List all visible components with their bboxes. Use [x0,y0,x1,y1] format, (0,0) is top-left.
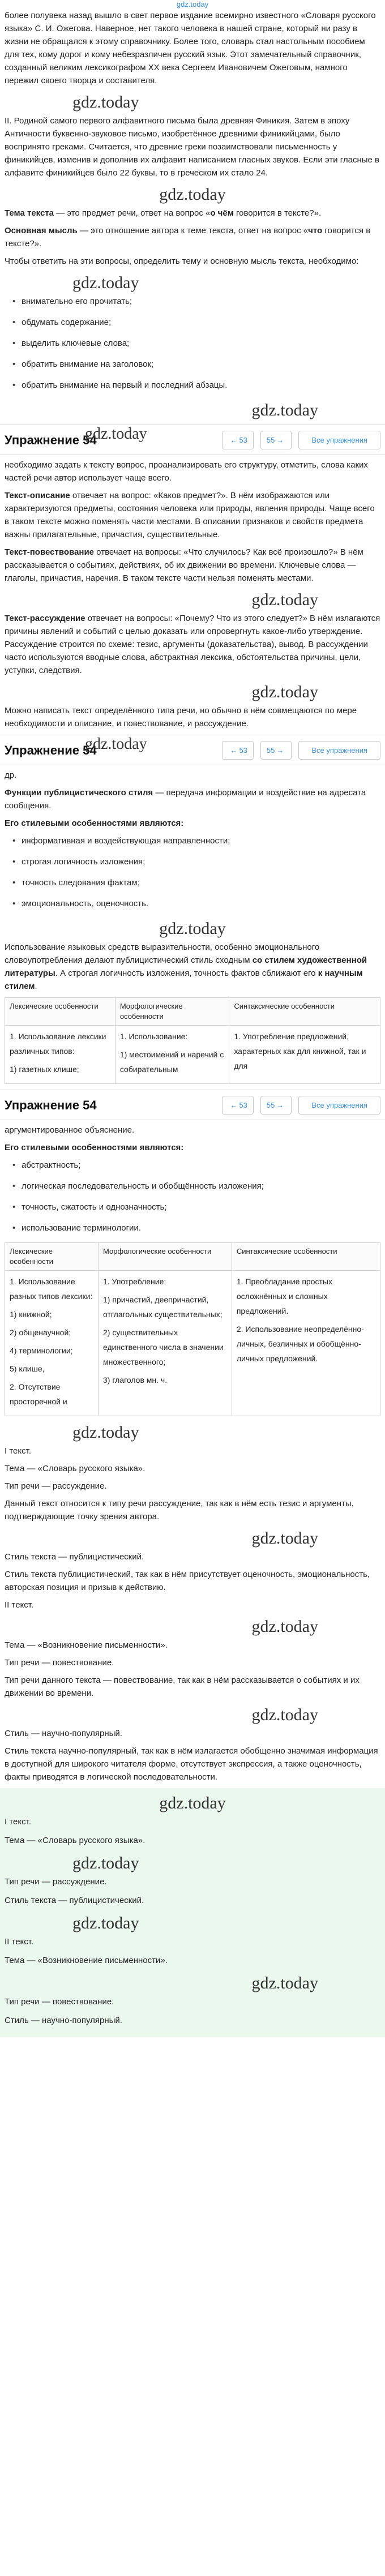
answer-highlight-block [0,1788,385,2037]
list-item: • выделить ключевые слова; [15,337,380,350]
table-cell [98,1271,232,1416]
watermark: gdz.today [159,1794,226,1812]
cell-line: 1. Использование разных типов лексики: [10,1277,93,1301]
cell-line: 5) клише, [10,1364,45,1373]
cell-line: 2. Использование неопределённо-личных, безличных и обобщённо-личных предложений. [236,1325,364,1363]
next-exercise-button[interactable] [260,1096,292,1115]
table-header-row [5,1243,380,1271]
cell-line: 1. Употребление предложений, характерных как для книжной, так и для [234,1032,366,1070]
emphasis: к научным стилем [5,968,363,991]
exercise-title: Упражнение 54 [5,743,97,757]
answer-line: Стиль текста — публицистический. [5,1552,144,1562]
prev-label: 53 [239,435,247,444]
cell-line: 1. Употребление: [102,1277,166,1286]
arrow-right-icon: → [276,745,284,755]
table-header-cell: Морфологические особенности [98,1243,232,1271]
cell-line: 2) общенаучной; [10,1328,71,1337]
answer-line: Стиль — научно-популярный. [5,2016,122,2025]
answer-line: I текст. [5,1817,31,1827]
answer-line: Тема — «Возникновение письменности». [5,1956,168,1965]
watermark: gdz.today [72,1423,139,1442]
arrow-left-icon: ← [230,1100,238,1109]
features-list [5,1159,380,1235]
definition-text: отвечает на вопросы: «Что случилось? Как всё произошло?» В нём рассказывается о событиях, действиях, об их движении во времени. Ключевые слова — глаголы, причастия, наречия. В таком тексте части нельзя поменять местами. [5,547,363,583]
list-item: • точность следования фактам; [15,876,380,889]
cell-line: 2) существительных единственного числа в значении множественного; [102,1328,224,1366]
answer-line: Тип речи — рассуждение. [5,1481,107,1491]
answer-line: Тема — «Возникновение письменности». [5,1640,168,1650]
table-header-cell: Лексические особенности [5,1243,99,1271]
definition-text: говорится в тексте?». [5,226,371,248]
all-exercises-button[interactable]: Все упражнения [298,1096,380,1115]
watermark: gdz.today [251,1617,318,1636]
term: Текст-рассуждение [5,614,85,623]
table-cell [115,1026,229,1084]
watermark: gdz.today [251,1974,318,1992]
arrow-right-icon: → [276,435,284,444]
table-cell [5,1026,116,1084]
answer-line: Тип речи — повествование. [5,1658,114,1668]
definition-narration [5,546,380,585]
pagination [222,1096,380,1115]
cell-line: 4) терминологии; [10,1346,73,1355]
list-item: • внимательно его прочитать; [15,295,380,308]
cell-line: 1. Использование лексики различных типов: [10,1032,106,1056]
table-cell [229,1026,380,1084]
arrow-right-icon: → [276,1100,284,1109]
prev-label: 53 [239,1100,247,1109]
answer-line: II текст. [5,1937,34,1947]
definition-text: — передача информации и воздействие на адресата сообщения. [5,788,366,811]
exercise-nav-bar [0,1090,385,1120]
answer-line: Стиль текста публицистический, так как в нём присутствует оценочность, эмоциональность, авторская позиция и призыв к действию. [5,1570,370,1592]
text-section-4 [0,1124,385,1784]
definition-idea [5,224,380,250]
watermark: gdz.today [251,1529,318,1548]
prev-label: 53 [239,745,247,755]
answer-line: Тип речи данного текста — повествование, так как в нём рассказывается о событиях и их движении во времени. [5,1675,360,1698]
text-section-3 [0,769,385,1084]
list-item: • логическая последовательность и обобщённость изложения; [15,1180,380,1193]
cell-line: 1) газетных клише; [10,1065,79,1074]
definition-theme [5,207,380,220]
list-item: • информативная и воздействующая направленности; [15,834,380,847]
table-header-cell: Синтаксические особенности [229,998,380,1026]
next-label: 55 [266,1100,275,1109]
next-label: 55 [266,435,275,444]
watermark: gdz.today [85,425,147,443]
table-header-cell: Синтаксические особенности [232,1243,380,1271]
text: . А строгая логичность изложения, точность фактов сближают его [55,968,318,978]
table-header-row [5,998,380,1026]
paragraph: более полувека назад вышло в свет первое издание всемирно известного «Словаря русского языка» С. И. Ожегова. Наверное, нет такого человека в нашей стране, который ни разу в жизни не обращался к этому справочнику. Более того, словарь стал настольным пособием для тех, кому дорог и кому небезразличен русский язык. Этот замечательный справочник, созданный великим лексикографом XX века Сергеем Ивановичем Ожеговым, намного пережил своего творца и составителя. [5,11,376,85]
answer-line: Тема — «Словарь русского языка». [5,1464,146,1473]
watermark: gdz.today [72,273,139,292]
list-item: • обдумать содержание; [15,316,380,329]
site-url[interactable]: gdz.today [176,0,209,8]
list-item: • строгая логичность изложения; [15,855,380,868]
cell-line: 1) местоимений и наречий с собирательным [119,1050,224,1074]
features-list [5,834,380,910]
table-row [5,1271,380,1416]
answer-line: Тип речи — повествование. [5,1997,114,2007]
table-header-cell: Морфологические особенности [115,998,229,1026]
list-item: • использование терминологии. [15,1221,380,1235]
definition-publicistic [5,786,380,812]
cell-line: 1. Использование: [119,1032,188,1041]
list-item: • обратить внимание на заголовок; [15,358,380,371]
emphasis: о чём [210,208,234,218]
watermark: gdz.today [72,1914,139,1932]
prev-exercise-button[interactable] [222,741,253,760]
answer-line: Тип речи — рассуждение. [5,1877,107,1887]
answer-line: II текст. [5,1600,34,1610]
answer-line: Тема — «Словарь русского языка». [5,1836,146,1845]
features-heading: Его стилевыми особенностями являются: [5,818,184,828]
cell-line: 1. Преобладание простых осложнённых и сложных предложений. [236,1277,332,1315]
watermark: gdz.today [85,735,147,753]
definition-text: отвечает на вопрос: «Каков предмет?». В нём изображаются или характеризуются предметы, состояния человека или природы, явления природы. Чаще всего в таком тексте можно поменять части местами. В описании признаков и свойств предмета важны прилагательные, причастия, существительные. [5,491,375,539]
next-exercise-button[interactable] [260,431,292,449]
table-cell [5,1271,99,1416]
arrow-left-icon: ← [230,745,238,755]
watermark: gdz.today [251,401,318,419]
all-exercises-button[interactable]: Все упражнения [298,431,380,449]
cell-line: 2. Отсутствие просторечной и [10,1382,67,1406]
text: . [35,981,37,991]
watermark: gdz.today [72,1854,139,1872]
definition-text: — это отношение автора к теме текста, ответ на вопрос « [77,226,309,235]
answer-line: Стиль — научно-популярный. [5,1729,122,1738]
table-row [5,1026,380,1084]
paragraph: Чтобы ответить на эти вопросы, определить тему и основную мысль текста, необходимо: [5,256,359,266]
emphasis: со стилем художественной литературы [5,955,367,978]
next-label: 55 [266,745,275,755]
watermark: gdz.today [159,185,226,204]
paragraph: необходимо задать к тексту вопрос, проанализировать его структуру, отметить, слова каких частей речи автор использует чаще всего. [5,460,368,483]
all-exercises-button[interactable]: Все упражнения [298,741,380,760]
definition-text: отвечает на вопросы: «Почему? Что из этого следует?» В нём излагаются причины явлений и событий с целью доказать или опровергнуть какое-либо утверждение. Рассуждение строится по схеме: тезис, аргументы (доказательства), вывод. В рассуждении часто используются вводные слова, абстрактная лексика, обстоятельства причины, цели, уступки, следствия. [5,614,380,675]
exercise-title: Упражнение 54 [5,432,97,447]
definition-text: говорится в тексте?». [233,208,322,218]
table-header-cell: Лексические особенности [5,998,116,1026]
term: Основная мысль [5,226,78,235]
definition-reasoning [5,612,380,677]
pagination [222,431,380,449]
term: Функции публицистического стиля [5,788,153,798]
watermark: gdz.today [159,919,226,938]
term: Тема текста [5,208,54,218]
watermark: gdz.today [72,93,139,112]
answer-line: I текст. [5,1446,31,1456]
emphasis: что [308,226,323,235]
answer-line: Данный текст относится к типу речи рассуждение, так как в нём есть тезис и аргументы, подтверждающие точку зрения автора. [5,1499,354,1521]
term: Текст-описание [5,491,70,500]
paragraph: аргументированное объяснение. [5,1125,135,1135]
paragraph: Можно написать текст определённого типа речи, но обычно в нём совмещаются по мере необходимости и описание, и повествование, и рассуждение. [5,706,357,728]
exercise-nav-bar [0,425,385,455]
definition-text: — это предмет речи, ответ на вопрос « [54,208,211,218]
arrow-left-icon: ← [230,435,238,444]
steps-list [5,295,380,392]
list-item: • точность, сжатость и однозначность; [15,1201,380,1214]
term: Текст-повествование [5,547,95,557]
prev-exercise-button[interactable] [222,1096,253,1115]
exercise-nav-bar [0,735,385,765]
paragraph: II. Родиной самого первого алфавитного письма была древняя Финикия. Затем в эпоху Античности буквенно-звуковое письмо, изобретённое древними финикийцами, было воспринято греками. Считается, что древние греки позаимствовали письменность у финикийцев, изменив и дополнив их алфавит написанием гласных звуков. Если эти гласные в алфавите финикийцев было 22 буквы, то в греческом их стало 24. [5,116,379,178]
definition-description [5,489,380,541]
text-section-1 [0,9,385,421]
watermark: gdz.today [251,1705,318,1724]
watermark: gdz.today [251,683,318,701]
next-exercise-button[interactable] [260,741,292,760]
paragraph: др. [5,770,17,780]
cell-line: 1) причастий, деепричастий, отглагольных существительных; [102,1295,223,1319]
paragraph [5,941,380,993]
text-section-2 [0,458,385,730]
answer-line: Стиль текста научно-популярный, так как в нём излагается обобщенно значимая информация в доступной для широкого читателя форме, отсутствует экспрессия, а также оценочность, факты приводятся в логической последовательности. [5,1746,378,1782]
list-item: • абстрактность; [15,1159,380,1172]
watermark: gdz.today [251,590,318,609]
exercise-title: Упражнение 54 [5,1098,97,1112]
text: Использование языковых средств выразительности, особенно эмоционального словоупотребления делают публицистический стиль сходным [5,942,320,965]
answer-line: Стиль текста — публицистический. [5,1896,144,1905]
list-item: • обратить внимание на первый и последний абзацы. [15,379,380,392]
features-table [5,1242,380,1416]
list-item: • эмоциональность, оценочность. [15,897,380,910]
table-cell [232,1271,380,1416]
prev-exercise-button[interactable] [222,431,253,449]
pagination [222,741,380,760]
features-table [5,997,380,1084]
cell-line: 1) книжной; [10,1310,52,1319]
features-heading: Его стилевыми особенностями являются: [5,1143,184,1152]
cell-line: 3) глаголов мн. ч. [102,1375,168,1385]
